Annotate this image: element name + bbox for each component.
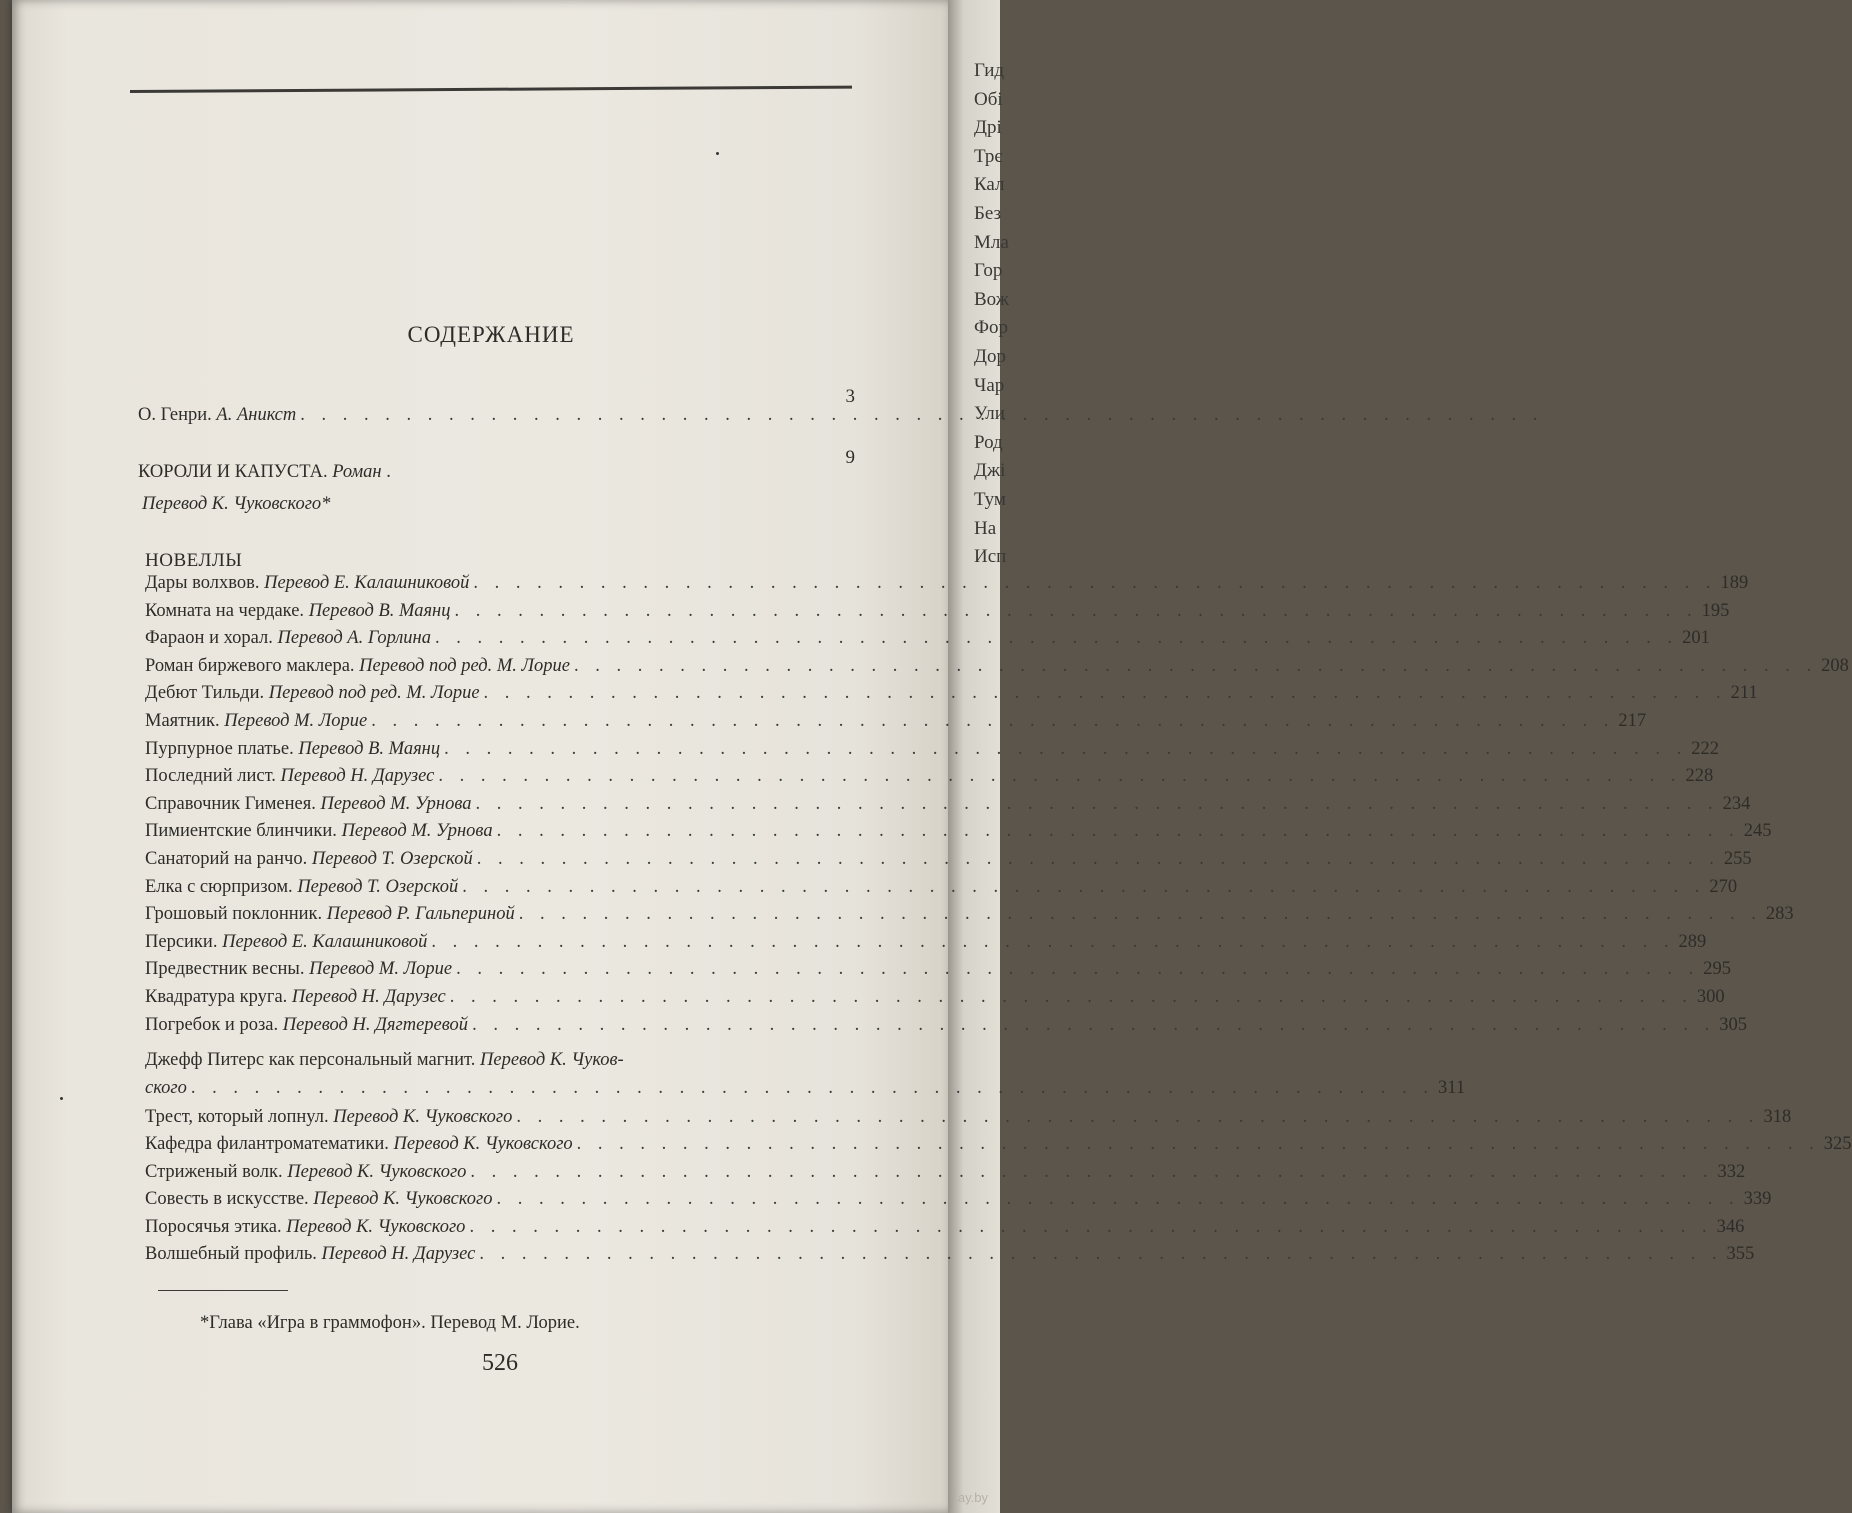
dot-leader — [470, 1162, 1713, 1183]
entry-page: 311 — [1438, 1078, 1466, 1098]
entry-page: 318 — [1763, 1107, 1792, 1127]
toc-entry[interactable] — [145, 1189, 1772, 1210]
entry-title: Санаторий на ранчо. — [145, 849, 308, 869]
adjacent-page-text: Вож — [974, 288, 1009, 310]
adjacent-page-text: Джі — [974, 460, 1006, 482]
entry-title: Волшебный профиль. — [145, 1244, 317, 1264]
entry-page: 255 — [1723, 849, 1752, 869]
toc-entry-long[interactable] — [145, 1050, 857, 1071]
toc-entry[interactable] — [145, 573, 1749, 594]
adjacent-page-text: Тум — [974, 489, 1006, 510]
watermark: ay.by — [957, 1490, 988, 1505]
entry-translator: Перевод Н. Дягтеревой — [282, 1014, 469, 1035]
entry-author: О. Генри. — [138, 405, 212, 425]
entry-title: Трест, который лопнул. — [145, 1107, 329, 1127]
footnote: *Глава «Игра в граммофон». Перевод М. Лорие. — [200, 1313, 580, 1333]
dot-leader — [371, 711, 1614, 732]
entry-page: 283 — [1765, 904, 1794, 925]
entry-page: 208 — [1821, 655, 1849, 676]
adjacent-page-text: Род — [974, 431, 1003, 453]
toc-entry[interactable] — [145, 1107, 1792, 1128]
entry-page: 217 — [1618, 711, 1647, 731]
entry-page: 355 — [1726, 1244, 1755, 1264]
adjacent-page-text: Чар — [974, 374, 1005, 396]
dot-leader — [574, 656, 1817, 677]
toc-entry[interactable] — [145, 766, 1714, 787]
entry-translator: Перевод под ред. М. Лорие — [268, 683, 480, 704]
entry-title: Последний лист. — [145, 766, 276, 787]
entry-essayist: А. Аникст — [216, 405, 297, 425]
entry-title: Комната на чердаке. — [145, 600, 305, 621]
entry-title: Дары волхвов. — [145, 573, 260, 593]
toc-entry[interactable] — [145, 1161, 1746, 1183]
entry-translator: Перевод Н. Дарузес — [291, 987, 446, 1007]
toc-entry[interactable] — [145, 821, 1772, 842]
entry-page: 305 — [1719, 1014, 1747, 1035]
entry-page: 295 — [1703, 959, 1731, 980]
dot-leader — [450, 987, 1693, 1008]
adjacent-page-text: Трє — [974, 145, 1003, 167]
entry-page: 234 — [1722, 793, 1751, 814]
adjacent-page-text: Дрі — [974, 117, 1002, 139]
toc-entry[interactable] — [145, 628, 1710, 649]
dot-leader — [438, 766, 1681, 787]
novel-translation — [142, 494, 852, 515]
entry-title: Погребок и роза. — [145, 1014, 279, 1035]
dot-leader — [479, 1244, 1722, 1265]
toc-entry[interactable] — [145, 683, 1758, 704]
entry-translator: Перевод М. Урнова — [341, 821, 493, 842]
dot-leader — [462, 877, 1705, 898]
entry-title: Пурпурное платье. — [145, 738, 294, 759]
dot-leader — [496, 1189, 1739, 1210]
entry-translator: Перевод Т. Озерской — [311, 849, 473, 869]
dot-leader — [444, 739, 1687, 760]
dot-leader — [473, 573, 1716, 594]
toc-entry[interactable] — [145, 931, 1707, 953]
entry-translator: Перевод В. Маянц — [308, 600, 451, 621]
dot-leader — [456, 959, 1699, 980]
adjacent-page-text: Фор — [974, 317, 1009, 339]
entry-translator: Перевод М. Урнова — [320, 793, 472, 814]
entry-title: КОРОЛИ И КАПУСТА. — [138, 462, 328, 482]
entry-title: Справочник Гименея. — [145, 793, 316, 814]
entry-title: Дебют Тильди. — [145, 683, 265, 704]
entry-page: 346 — [1716, 1216, 1745, 1237]
entry-title: Джефф Питерс как персональный магнит. — [145, 1050, 476, 1070]
entry-page: 339 — [1743, 1189, 1772, 1210]
entry-translator: Перевод К. Чуковского — [393, 1134, 573, 1155]
entry-page: 245 — [1743, 821, 1772, 842]
entry-translator: Перевод Е. Калашниковой — [264, 573, 470, 593]
entry-genre: Роман — [332, 462, 382, 482]
entry-page: 228 — [1685, 766, 1714, 787]
entry-page: 3 — [845, 386, 855, 407]
dot-leader — [577, 1134, 1820, 1155]
entry-translator: Перевод К. Чуков- — [480, 1050, 624, 1070]
toc-entry-long-cont[interactable] — [145, 1078, 1466, 1099]
entry-translator: Перевод К. Чуковского — [313, 1189, 493, 1210]
dot-leader — [476, 794, 1719, 815]
entry-page: 9 — [845, 447, 855, 468]
entry-title: Пимиентские блинчики. — [145, 821, 337, 842]
adjacent-page-text: Мла — [974, 231, 1009, 253]
section-title: НОВЕЛЛЫ — [145, 550, 243, 571]
entry-translator: Перевод М. Лорие — [224, 711, 368, 731]
entry-title: Грошовый поклонник. — [145, 904, 323, 925]
toc-entry[interactable] — [145, 904, 1794, 925]
entry-page: 325 — [1823, 1134, 1852, 1155]
entry-page: 201 — [1682, 628, 1710, 649]
dot-leader — [519, 904, 1762, 925]
entry-title: Маятник. — [145, 711, 220, 731]
entry-page: 300 — [1696, 987, 1725, 1007]
entry-page: 270 — [1709, 876, 1738, 897]
entry-translator: Перевод В. Маянц — [298, 738, 441, 759]
toc-entry[interactable] — [145, 987, 1725, 1008]
entry-page: 289 — [1678, 931, 1707, 952]
entry-title: Совесть в искусстве. — [145, 1189, 309, 1210]
dot-leader — [477, 849, 1720, 870]
adjacent-page-text: Обі — [974, 88, 1003, 110]
adjacent-page-text: Без — [974, 203, 1002, 224]
toc-entry[interactable] — [145, 1134, 1852, 1155]
dot-leader — [472, 1015, 1715, 1036]
dot-leader — [484, 683, 1727, 704]
print-speck — [716, 152, 719, 155]
toc-entry[interactable] — [145, 959, 1731, 980]
dot-leader — [497, 821, 1740, 842]
adjacent-page-text: Гид — [974, 60, 1005, 81]
entry-translator: Перевод Н. Дарузес — [280, 766, 435, 787]
toc-entry[interactable] — [145, 1216, 1745, 1238]
entry-translator: Перевод К. Чуковского — [286, 1216, 466, 1237]
entry-title: Персики. — [145, 931, 218, 952]
page-number: 526 — [482, 1350, 518, 1376]
entry-page: 332 — [1717, 1161, 1746, 1182]
entry-translator: Перевод Н. Дарузес — [321, 1244, 476, 1264]
entry-translator: Перевод под ред. М. Лорие — [359, 655, 570, 676]
adjacent-page-text: Гор — [974, 260, 1003, 282]
toc-entry[interactable] — [145, 876, 1738, 898]
dot-leader — [300, 405, 350, 426]
dot-leader — [431, 932, 1674, 953]
dot-leader — [454, 601, 1697, 622]
entry-translator: Перевод М. Лорие — [309, 959, 453, 980]
entry-title: Кафедра филантроматематики. — [145, 1134, 389, 1155]
entry-title: Квадратура круга. — [145, 987, 288, 1007]
toc-entry[interactable] — [145, 711, 1647, 732]
entry-translator: Перевод К. Чуковского — [333, 1107, 513, 1127]
entry-title: Роман биржевого маклера. — [145, 655, 355, 676]
print-speck — [60, 1097, 63, 1100]
entry-page: 211 — [1730, 683, 1758, 704]
adjacent-page-text: Дор — [974, 346, 1006, 367]
entry-page: 222 — [1691, 738, 1719, 759]
entry-translator: Перевод К. Чуковского* — [142, 494, 331, 514]
adjacent-page-text: Исп — [974, 546, 1007, 568]
entry-page: 189 — [1720, 573, 1749, 593]
dot-leader — [516, 1107, 1759, 1128]
entry-translator: Перевод Т. Озерской — [297, 876, 459, 897]
toc-entry[interactable] — [145, 600, 1730, 622]
dot-leader — [435, 628, 1678, 649]
toc-entry[interactable] — [145, 1244, 1755, 1265]
page-title: СОДЕРЖАНИЕ — [407, 322, 575, 347]
dot-leader — [469, 1217, 1712, 1238]
entry-translator: Перевод К. Чуковского — [287, 1161, 467, 1182]
toc-entry[interactable] — [145, 738, 1719, 760]
entry-translator: Перевод Е. Калашниковой — [222, 931, 428, 952]
entry-translator: Перевод Р. Гальпериной — [326, 904, 515, 925]
entry-title: Поросячья этика. — [145, 1216, 282, 1237]
toc-entry[interactable] — [145, 1014, 1747, 1036]
entry-translator: Перевод А. Горлина — [277, 628, 431, 649]
entry-title: Елка с сюрпризом. — [145, 876, 293, 897]
entry-translator-cont: ского — [145, 1078, 187, 1098]
footnote-rule — [158, 1290, 288, 1291]
entry-page: 195 — [1701, 600, 1730, 621]
toc-entry[interactable] — [145, 849, 1752, 870]
toc-entry-novel[interactable]: КОРОЛИ И КАПУСТА. Роман . — [138, 462, 391, 482]
adjacent-page-text: Кал — [974, 174, 1005, 196]
entry-title: Стриженый волк. — [145, 1161, 283, 1182]
entry-title: Фараон и хорал. — [145, 628, 273, 649]
toc-entry[interactable] — [145, 655, 1849, 677]
dot-leader — [191, 1078, 1434, 1099]
adjacent-page-text: На — [974, 517, 997, 539]
entry-title: Предвестник весны. — [145, 959, 305, 980]
toc-entry-intro[interactable] — [138, 405, 856, 426]
adjacent-page-text: Ули — [974, 403, 1005, 425]
toc-entry[interactable] — [145, 793, 1751, 815]
